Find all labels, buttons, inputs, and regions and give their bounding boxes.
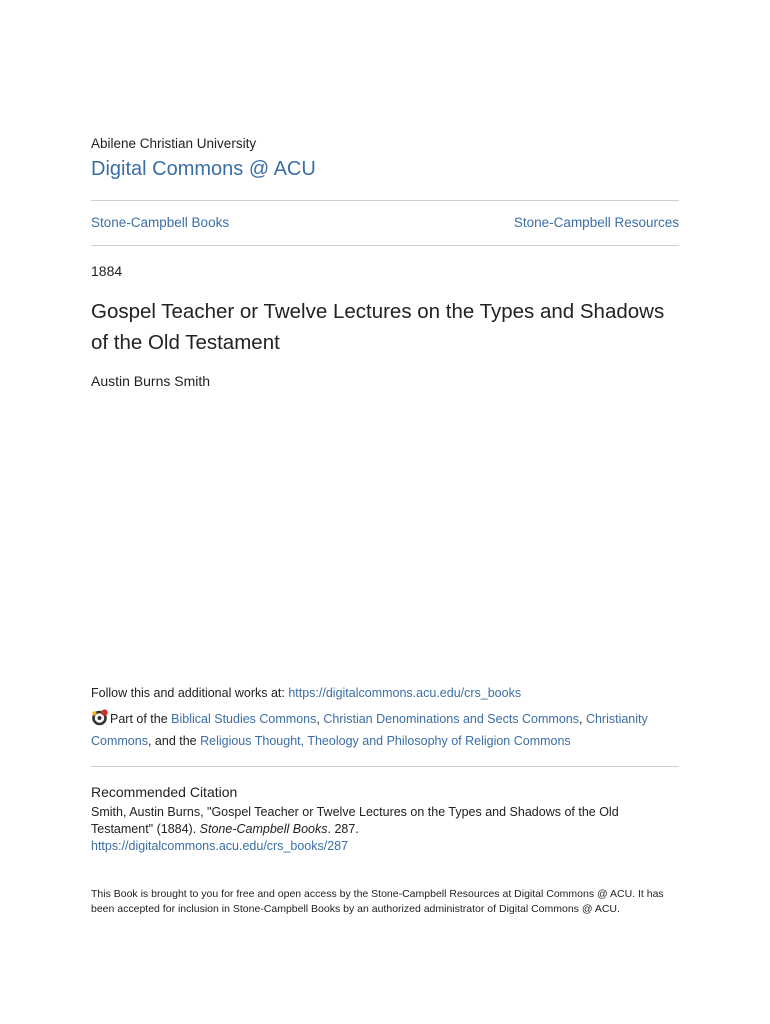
divider-top (91, 200, 679, 201)
citation-text-2: . 287. (327, 822, 359, 836)
biblical-studies-commons-link[interactable]: Biblical Studies Commons (171, 712, 317, 726)
part-of-prefix: Part of the (110, 712, 172, 726)
christian-denominations-commons-link[interactable]: Christian Denominations and Sects Commons (323, 712, 579, 726)
citation-url-link[interactable]: https://digitalcommons.acu.edu/crs_books/287 (91, 839, 349, 853)
part-of-sep-2: , (578, 712, 586, 726)
citation-text-1: Smith, Austin Burns, "Gospel Teacher or Twelve Lectures on the Types and Shadows of the Old Testament" (1884). (91, 805, 619, 836)
document-author: Austin Burns Smith (91, 373, 211, 389)
part-of-sep-3: , and the (147, 734, 201, 748)
collection-url-link[interactable]: https://digitalcommons.acu.edu/crs_books (288, 686, 522, 700)
access-statement: This Book is brought to you for free and open access by the Stone-Campbell Resources at Digital Commons @ ACU. It has been accepted for inclusion in Stone-Campbell Books by an authorized administrator of Digital Commons @ ACU. (91, 888, 664, 915)
religious-thought-commons-link[interactable]: Religious Thought, Theology and Philosophy of Religion Commons (200, 734, 571, 748)
citation-series: Stone-Campbell Books (199, 822, 328, 836)
christianity-commons-link[interactable]: Christianity Commons (91, 712, 648, 748)
cover-page (91, 0, 679, 1024)
part-of-sep-1: , (316, 712, 324, 726)
part-of-commons (91, 708, 679, 752)
document-title: Gospel Teacher or Twelve Lectures on the Types and Shadows of the Old Testament (91, 300, 665, 354)
publication-year: 1884 (91, 263, 123, 279)
repository-link[interactable]: Digital Commons @ ACU (91, 158, 316, 180)
divider-citation (91, 766, 679, 767)
stone-campbell-resources-link[interactable]: Stone-Campbell Resources (513, 215, 679, 230)
divider-nav (91, 245, 679, 246)
follow-line (91, 686, 521, 700)
collection-nav (91, 215, 679, 230)
bepress-network-icon (91, 709, 108, 726)
stone-campbell-books-link[interactable]: Stone-Campbell Books (91, 215, 230, 230)
citation-body (91, 804, 679, 855)
institution-name: Abilene Christian University (91, 136, 257, 151)
citation-heading: Recommended Citation (91, 784, 238, 800)
follow-prefix: Follow this and additional works at: (91, 686, 289, 700)
